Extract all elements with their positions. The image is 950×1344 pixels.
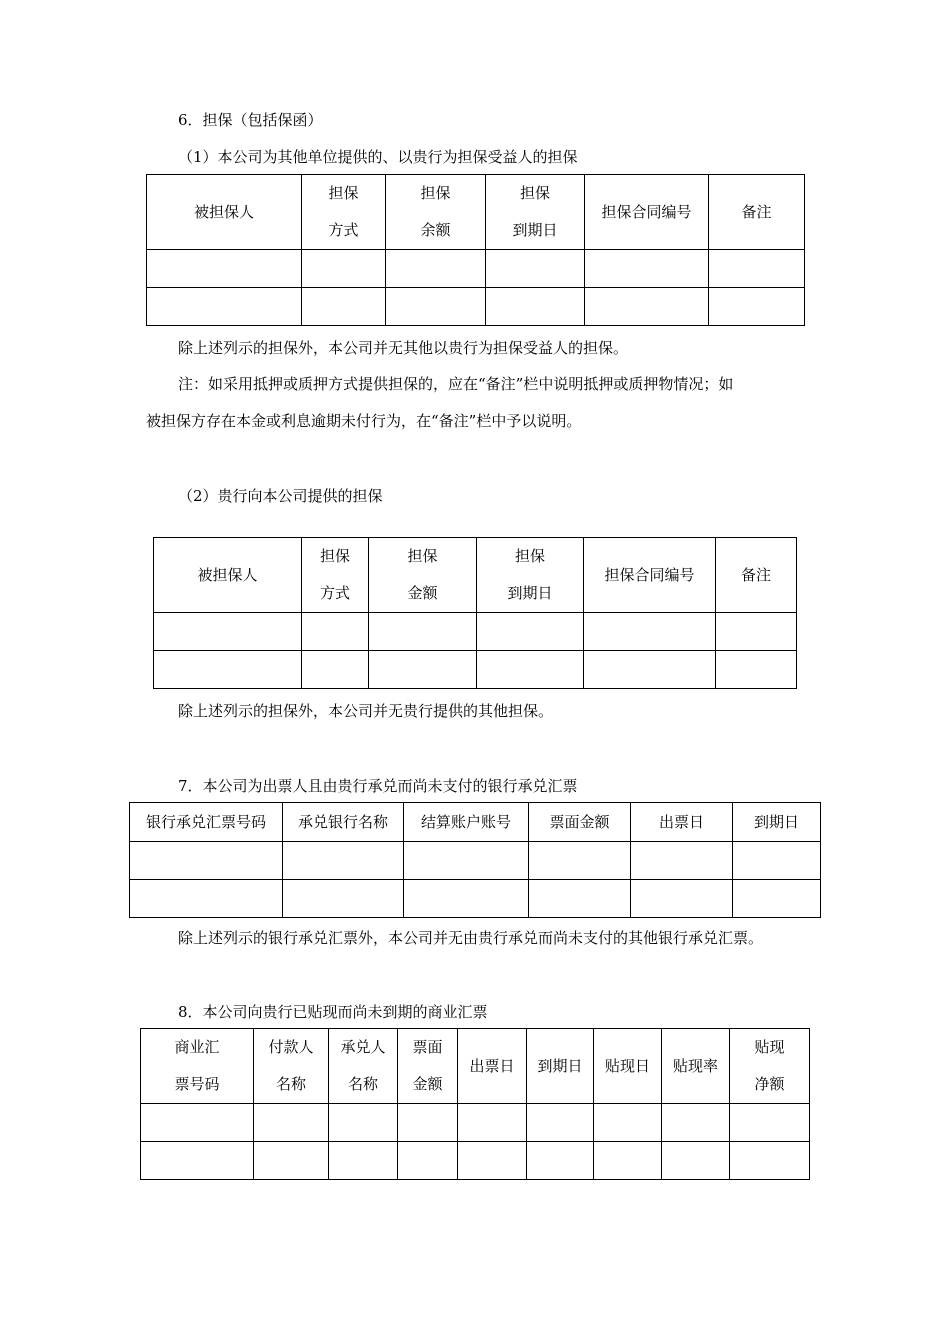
- section-7-title: 7．本公司为出票人且由贵行承兑而尚未支付的银行承兑汇票: [178, 777, 578, 795]
- table-row: [154, 651, 797, 689]
- col-remarks: 备注: [709, 175, 805, 250]
- table-header-row: [147, 175, 805, 250]
- col-face-amount: 票面 金额: [398, 1029, 458, 1104]
- table-row: [147, 250, 805, 288]
- col-commercial-bill-number: 商业汇 票号码: [141, 1029, 254, 1104]
- section-6-sub2: （2）贵行向本公司提供的担保: [178, 487, 383, 505]
- col-guaranteed-party: 被担保人: [147, 175, 302, 250]
- section-6-statement-2: 除上述列示的担保外，本公司并无贵行提供的其他担保。: [178, 702, 554, 720]
- section-6-statement-1: 除上述列示的担保外，本公司并无其他以贵行为担保受益人的担保。: [178, 339, 629, 357]
- table-row: [154, 613, 797, 651]
- col-issue-date: 出票日: [458, 1029, 527, 1104]
- col-guarantee-amount: 担保 金额: [369, 538, 477, 613]
- col-due-date: 到期日: [527, 1029, 594, 1104]
- col-accepting-bank: 承兑银行名称: [283, 803, 404, 842]
- col-guaranteed-party: 被担保人: [154, 538, 302, 613]
- col-issue-date: 出票日: [631, 803, 733, 842]
- col-remarks: 备注: [716, 538, 797, 613]
- col-discount-rate: 贴现率: [662, 1029, 730, 1104]
- col-bill-number: 银行承兑汇票号码: [130, 803, 283, 842]
- col-acceptor-name: 承兑人 名称: [329, 1029, 398, 1104]
- guarantee-table-2: [153, 537, 797, 689]
- table-row: [141, 1104, 810, 1142]
- col-contract-number: 担保合同编号: [585, 175, 709, 250]
- col-settlement-account: 结算账户账号: [404, 803, 529, 842]
- table-header-row: [130, 803, 821, 842]
- col-guarantee-due-date: 担保 到期日: [486, 175, 585, 250]
- col-guarantee-balance: 担保 余额: [386, 175, 486, 250]
- col-guarantee-method: 担保 方式: [302, 538, 369, 613]
- guarantee-table-1: [146, 174, 805, 326]
- col-discount-date: 贴现日: [594, 1029, 662, 1104]
- acceptance-bill-table: [129, 802, 821, 918]
- col-net-discount: 贴现 净额: [730, 1029, 810, 1104]
- section-8-title: 8．本公司向贵行已贴现而尚未到期的商业汇票: [178, 1003, 488, 1021]
- table-row: [141, 1142, 810, 1180]
- section-6-note-line-2: 被担保方存在本金或利息逾期未付行为，在“备注”栏中予以说明。: [146, 412, 582, 430]
- discounted-bill-table: [140, 1028, 810, 1180]
- table-header-row: [154, 538, 797, 613]
- table-row: [130, 842, 821, 880]
- table-row: [130, 880, 821, 918]
- section-7-statement: 除上述列示的银行承兑汇票外，本公司并无由贵行承兑而尚未支付的其他银行承兑汇票。: [178, 929, 764, 947]
- col-contract-number: 担保合同编号: [584, 538, 716, 613]
- col-guarantee-due-date: 担保 到期日: [477, 538, 584, 613]
- col-guarantee-method: 担保 方式: [302, 175, 386, 250]
- table-row: [147, 288, 805, 326]
- col-payer-name: 付款人 名称: [254, 1029, 329, 1104]
- section-6-note-line-1: 注：如采用抵押或质押方式提供担保的，应在“备注”栏中说明抵押或质押物情况；如: [178, 375, 734, 393]
- col-due-date: 到期日: [733, 803, 821, 842]
- section-6-sub1: （1）本公司为其他单位提供的、以贵行为担保受益人的担保: [178, 148, 578, 166]
- section-6-title: 6．担保（包括保函）: [178, 111, 323, 129]
- table-header-row: [141, 1029, 810, 1104]
- col-face-amount: 票面金额: [529, 803, 631, 842]
